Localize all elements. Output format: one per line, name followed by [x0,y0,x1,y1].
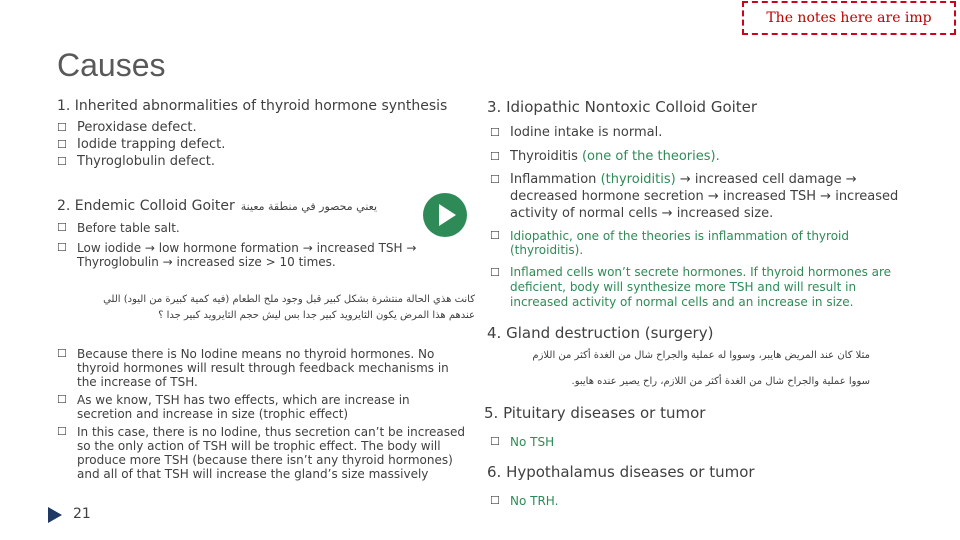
list-item: ☐ Low iodide → low hormone formation → increased TSH → Thyroglobulin → increased size > 10 times. [57,241,417,269]
list-item: ☐ Inflamed cells won’t secrete hormones. If thyroid hormones are deficient, body will synthesize more TSH and will result in increased activity of normal cells and an increase in size. [490,265,892,309]
checkbox-bullet-icon: ☐ [57,155,67,168]
checkbox-bullet-icon: ☐ [57,347,67,360]
section-2-list [57,221,427,269]
checkbox-bullet-icon: ☐ [490,173,500,186]
section-3-list [490,124,900,310]
slide-marker-icon [48,507,62,523]
checkbox-bullet-icon: ☐ [490,494,500,507]
list-item: ☐ Iodine intake is normal. [490,125,663,140]
list-item: ☐ Because there is No Iodine means no thyroid hormones. No thyroid hormones will result through feedback mechanisms in the increase of TSH. [57,347,449,389]
notes-important-label: The notes here are imp [742,1,956,35]
list-item: ☐ Idiopathic, one of the theories is inflammation of thyroid (thyroiditis). [490,229,849,257]
list-item: ☐ No TSH [490,435,555,449]
list-item: ☐ Before table salt. [57,221,180,235]
list-item: ☐ In this case, there is no Iodine, thus secretion can’t be increased so the only action of TSH will be trophic effect. The body will produce more TSH (because there isn’t any thyroid hormones) and all of that TSH will increase the gland’s size massively [57,425,466,481]
section-1-list [57,119,457,170]
page-title: Causes [57,47,166,83]
section-4-arabic-line-1: مثلا كان عند المريض هايبر، وسووا له عملية والجراح شال من الغدة أكثر من اللازم [532,350,870,361]
section-6-heading: 6. Hypothalamus diseases or tumor [487,463,755,481]
section-2-heading: 2. Endemic Colloid Goiter يعني محصور في منطقة معينة [57,198,378,214]
checkbox-bullet-icon: ☐ [57,393,67,406]
notes-list [57,347,467,481]
checkbox-bullet-icon: ☐ [490,266,500,279]
checkbox-bullet-icon: ☐ [57,241,67,254]
section-2-arabic-line-2: عندهم هذا المرض يكون الثايرويد كبير جدا بس ليش حجم الثايرويد كبير جدا ؟ [158,310,475,321]
section-4-arabic-line-2: سووا عملية والجراح شال من الغدة أكثر من اللازم، راح يصير عنده هايبو. [571,376,870,387]
list-item: ☐ Thyroglobulin defect. [57,154,215,169]
section-2-arabic-line-1: كانت هذي الحالة منتشرة بشكل كبير قبل وجود ملح الطعام (فيه كمية كبيرة من اليود) اللي [103,294,475,305]
checkbox-bullet-icon: ☐ [57,121,67,134]
list-item: ☐ As we know, TSH has two effects, which are increase in secretion and increase in size (trophic effect) [57,393,410,421]
checkbox-bullet-icon: ☐ [57,221,67,234]
list-item: ☐ No TRH. [490,494,559,508]
checkbox-bullet-icon: ☐ [57,138,67,151]
checkbox-bullet-icon: ☐ [490,229,500,242]
checkbox-bullet-icon: ☐ [57,425,67,438]
section-3-heading: 3. Idiopathic Nontoxic Colloid Goiter [487,98,758,116]
list-item: ☐ Iodide trapping defect. [57,137,226,152]
section-5-heading: 5. Pituitary diseases or tumor [484,404,706,422]
section-2-arabic-note: يعني محصور في منطقة معينة [240,199,378,213]
checkbox-bullet-icon: ☐ [490,126,500,139]
section-1-heading: 1. Inherited abnormalities of thyroid hormone synthesis [57,98,448,114]
section-4-heading: 4. Gland destruction (surgery) [487,324,714,342]
list-item: ☐ Thyroiditis (one of the theories). [490,149,720,164]
list-item: ☐ Inflammation (thyroiditis) → increased cell damage → decreased hormone secretion → increased TSH → increased activity of normal cells → increased size. [490,172,899,221]
page-number: 21 [73,506,91,522]
checkbox-bullet-icon: ☐ [490,150,500,163]
checkbox-bullet-icon: ☐ [490,435,500,448]
list-item: ☐ Peroxidase defect. [57,120,197,135]
play-icon[interactable] [423,193,467,237]
